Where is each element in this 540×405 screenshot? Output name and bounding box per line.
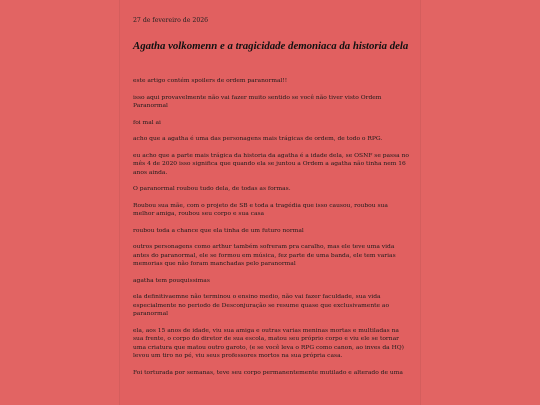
post-paragraph: roubou toda a chance que ela tinha de um futuro normal bbox=[133, 226, 304, 234]
post-paragraph: eu acho que a parte mais trágica da historia da agatha é a idade dela, se OSNF se passa no mês 4 de 2020 isso significa que quando ela se juntou a Ordem a agatha não tinha nem 16 anos ainda. bbox=[133, 151, 409, 176]
post-paragraph: isso aqui provavelmente não vai fazer muito sentido se você não tiver visto Ordem Paranormal bbox=[133, 93, 382, 109]
post-paragraph: Foi torturada por semanas, teve seu corpo permanentemente mutilado e alterado de uma bbox=[133, 368, 403, 376]
post-paragraph: ela definitivaemne não terminou o ensino medio, não vai fazer faculdade, sua vida especialmente no periodo de Desconjuração se resume quase que exclusivamente ao paranormal bbox=[133, 293, 390, 318]
post-paragraph: foi mal ai bbox=[133, 118, 161, 126]
post-body bbox=[133, 77, 409, 377]
post-paragraph: acho que a agatha é uma das personagens mais trágicas de ordem, de todo o RPG. bbox=[133, 135, 383, 143]
post-paragraph: outros personagens como arthur também sofreram pra caralho, mas ele teve uma vida antes do paranormal, ele se formou em música, fez parte de uma banda, ele tem varias memorias que não foram manchadas pelo paranormal bbox=[133, 243, 396, 268]
post-paragraph: Roubou sua mãe, com o projeto de SB e toda a tragédia que isso causou, roubou sua melhor amiga, roubou seu corpo e sua casa bbox=[133, 201, 388, 218]
post-date: 27 de fevereiro de 2026 bbox=[133, 17, 209, 24]
blog-post bbox=[133, 17, 409, 385]
post-paragraph: O paranormal roubou tudo dela, de todas as formas. bbox=[133, 185, 291, 193]
post-paragraph: agatha tem pouquissimas bbox=[133, 276, 210, 284]
post-paragraph: ela, aos 15 anos de idade, viu sua amiga e outras varias meninas mortas e multiladas na sua frente, o corpo do diretor de sua escola, matou seu próprio corpo e viu ele se tornar uma criatura que matou outro garoto, (e se você leva o RPG como canon, ao inves da HQ) levou um tiro no pé, viu seus professores mortos na sua própria casa. bbox=[133, 326, 404, 359]
post-paragraph: este artigo contém spoilers de ordem paranormal!! bbox=[133, 77, 288, 84]
post-title: Agatha volkomenn e a tragicidade demoniaca da historia dela bbox=[133, 40, 409, 52]
